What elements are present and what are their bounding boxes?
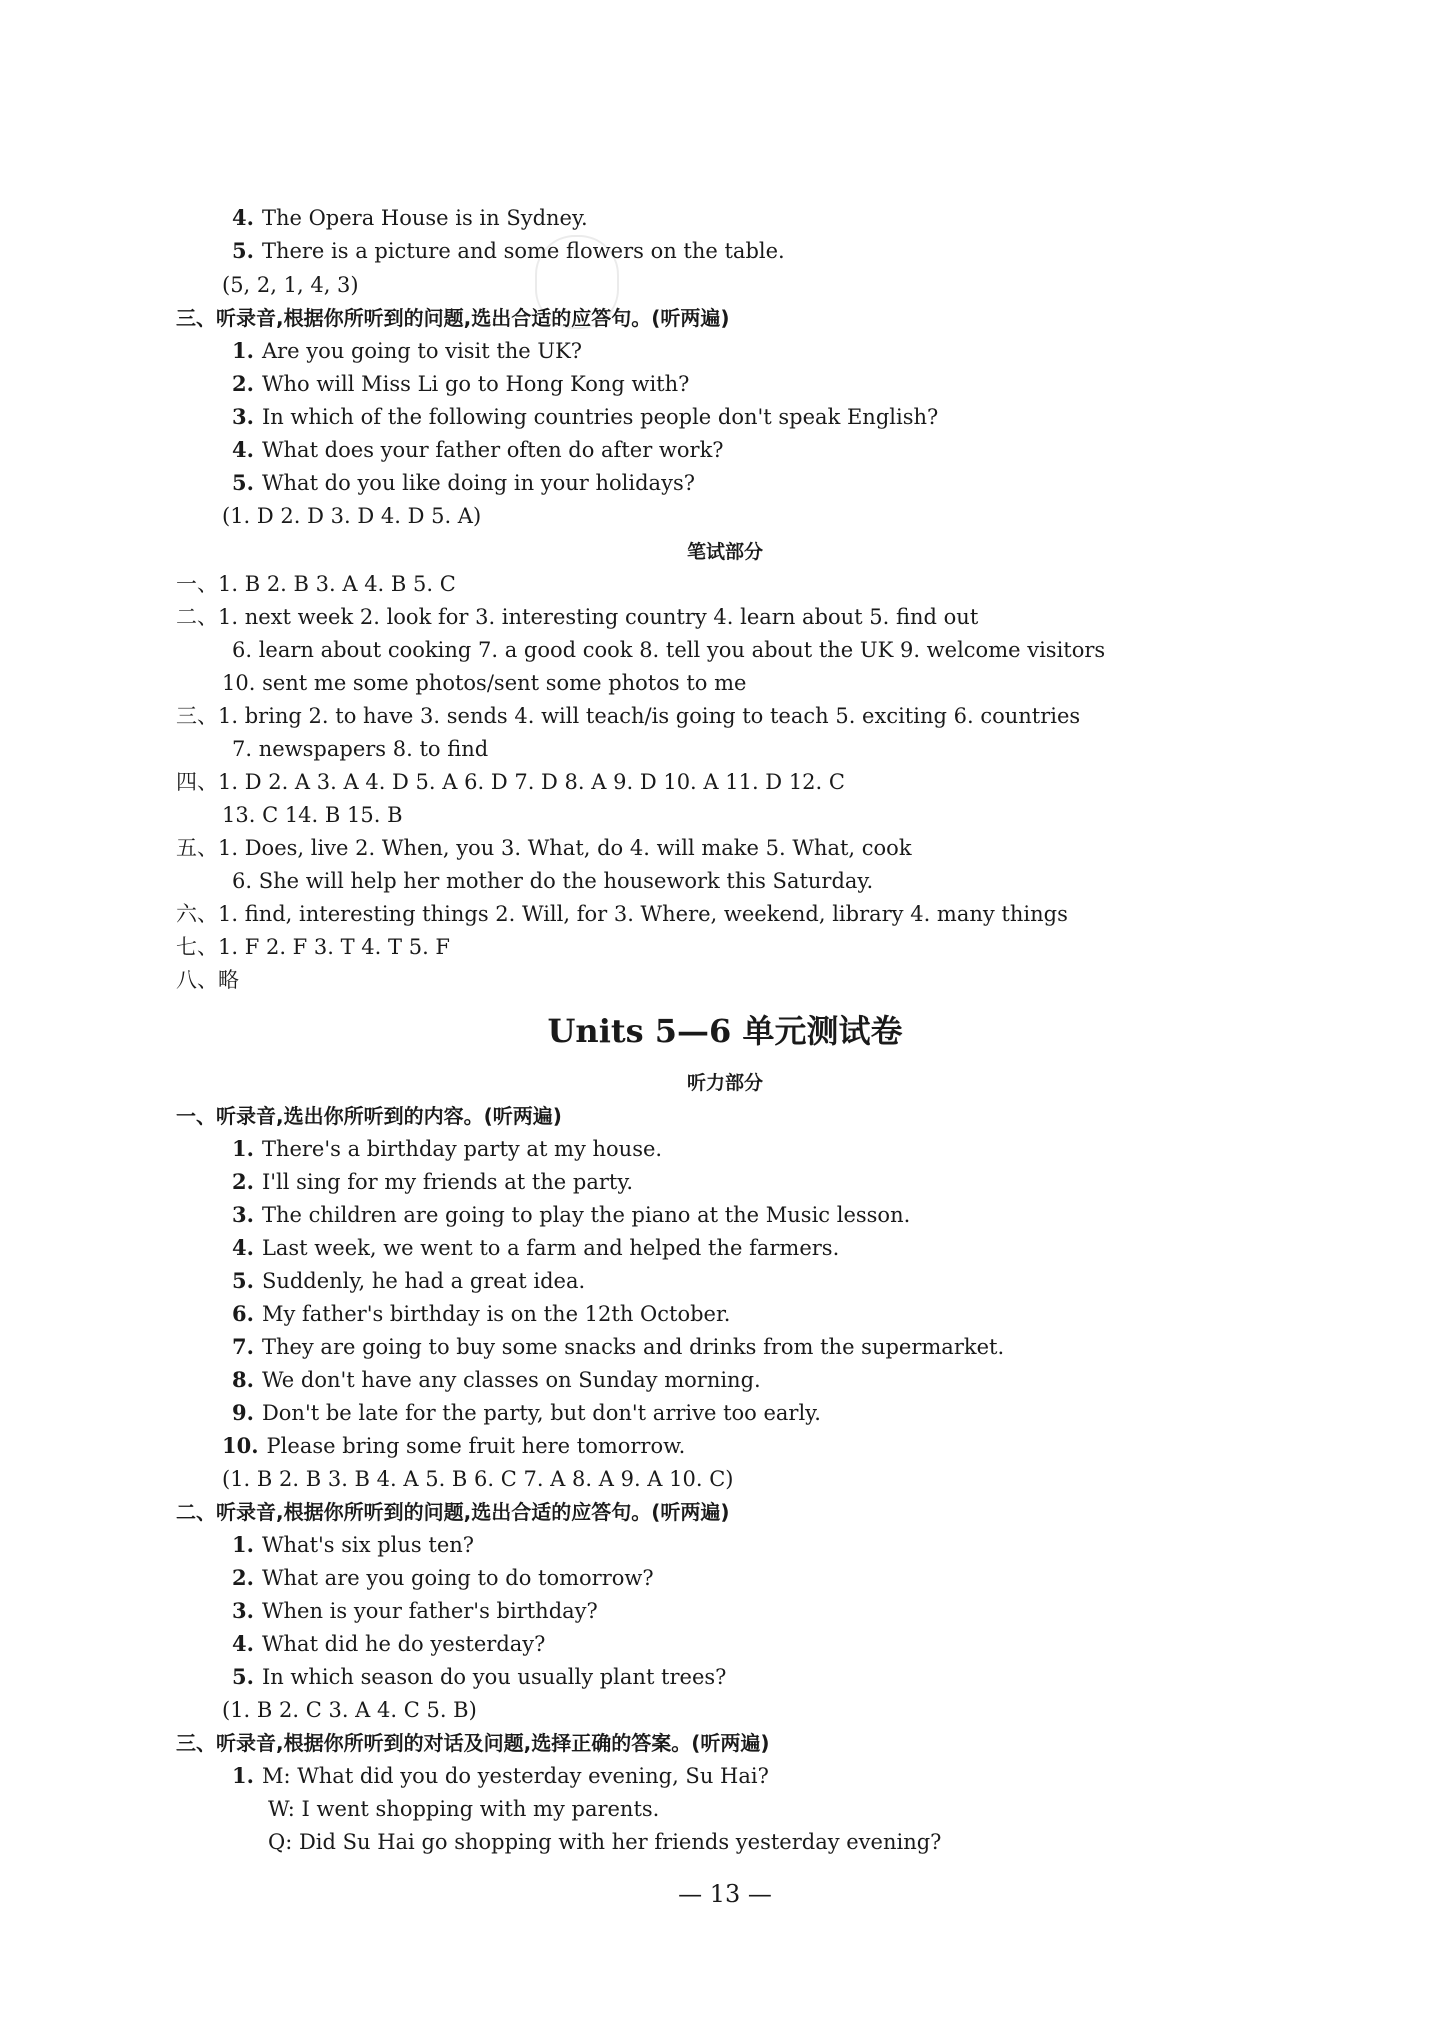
u2-line-2: 2. What are you going to do tomorrow? (232, 1565, 654, 1590)
s3-line-3: 3. In which of the following countries people don't speak English? (232, 404, 939, 429)
unit-section-1-title: 一、听录音,选出你所听到的内容。(听两遍) (176, 1104, 562, 1128)
u1-answer: (1. B 2. B 3. B 4. A 5. B 6. C 7. A 8. A 9. A 10. C) (222, 1467, 734, 1491)
u1-line-2: 2. I'll sing for my friends at the party. (232, 1169, 634, 1194)
u2-line-5: 5. In which season do you usually plant trees? (232, 1664, 727, 1689)
u1-line-9: 9. Don't be late for the party, but don't arrive too early. (232, 1400, 821, 1425)
order-answer: (5, 2, 1, 4, 3) (222, 273, 359, 297)
u2-line-1: 1. What's six plus ten? (232, 1532, 475, 1557)
unit-section-3-title: 三、听录音,根据你所听到的对话及问题,选择正确的答案。(听两遍) (176, 1731, 770, 1755)
written-5b: 6. She will help her mother do the housework this Saturday. (232, 869, 874, 893)
u1-line-6: 6. My father's birthday is on the 12th October. (232, 1301, 731, 1326)
listening-header: 听力部分 (686, 1072, 763, 1094)
written-header: 笔试部分 (686, 541, 763, 563)
u2-answer: (1. B 2. C 3. A 4. C 5. B) (222, 1698, 477, 1722)
written-6: 六、1. find, interesting things 2. Will, for 3. Where, weekend, library 4. many things (176, 902, 1068, 926)
written-7: 七、1. F 2. F 3. T 4. T 5. F (176, 935, 450, 959)
written-2b: 6. learn about cooking 7. a good cook 8. tell you about the UK 9. welcome visitors (232, 638, 1106, 662)
u3-q1-line-2: W: I went shopping with my parents. (268, 1797, 660, 1821)
u1-line-8: 8. We don't have any classes on Sunday morning. (232, 1367, 761, 1392)
written-4b: 13. C 14. B 15. B (222, 803, 403, 827)
written-5a: 五、1. Does, live 2. When, you 3. What, do 4. will make 5. What, cook (176, 836, 912, 860)
s3-line-1: 1. Are you going to visit the UK? (232, 338, 583, 363)
written-3a: 三、1. bring 2. to have 3. sends 4. will teach/is going to teach 5. exciting 6. countries (176, 704, 1081, 728)
written-2c: 10. sent me some photos/sent some photos to me (222, 671, 747, 695)
u1-line-10: 10. Please bring some fruit here tomorrow. (222, 1433, 686, 1458)
section-3-title: 三、听录音,根据你所听到的问题,选出合适的应答句。(听两遍) (176, 306, 730, 330)
u1-line-5: 5. Suddenly, he had a great idea. (232, 1268, 586, 1293)
s3-answer: (1. D 2. D 3. D 4. D 5. A) (222, 504, 482, 528)
top-line-4: 4. The Opera House is in Sydney. (232, 205, 588, 230)
written-1: 一、1. B 2. B 3. A 4. B 5. C (176, 572, 456, 596)
top-line-5: 5. There is a picture and some flowers on the table. (232, 238, 785, 263)
u2-line-3: 3. When is your father's birthday? (232, 1598, 598, 1623)
written-4a: 四、1. D 2. A 3. A 4. D 5. A 6. D 7. D 8. A 9. D 10. A 11. D 12. C (176, 770, 845, 794)
written-3b: 7. newspapers 8. to find (232, 737, 489, 761)
page-number: — 13 — (678, 1880, 772, 1908)
u3-q1-line-1: 1. M: What did you do yesterday evening, Su Hai? (232, 1763, 769, 1788)
written-8: 八、略 (176, 968, 239, 992)
written-2a: 二、1. next week 2. look for 3. interesting country 4. learn about 5. find out (176, 605, 979, 629)
s3-line-5: 5. What do you like doing in your holidays? (232, 470, 695, 495)
u1-line-1: 1. There's a birthday party at my house. (232, 1136, 663, 1161)
u1-line-7: 7. They are going to buy some snacks and drinks from the supermarket. (232, 1334, 1005, 1359)
u3-q1-line-3: Q: Did Su Hai go shopping with her friends yesterday evening? (268, 1830, 942, 1854)
u2-line-4: 4. What did he do yesterday? (232, 1631, 546, 1656)
unit-title: Units 5—6 单元测试卷 (547, 1012, 903, 1050)
s3-line-4: 4. What does your father often do after work? (232, 437, 724, 462)
s3-line-2: 2. Who will Miss Li go to Hong Kong with? (232, 371, 690, 396)
unit-section-2-title: 二、听录音,根据你所听到的问题,选出合适的应答句。(听两遍) (176, 1500, 730, 1524)
u1-line-4: 4. Last week, we went to a farm and helped the farmers. (232, 1235, 840, 1260)
u1-line-3: 3. The children are going to play the piano at the Music lesson. (232, 1202, 911, 1227)
